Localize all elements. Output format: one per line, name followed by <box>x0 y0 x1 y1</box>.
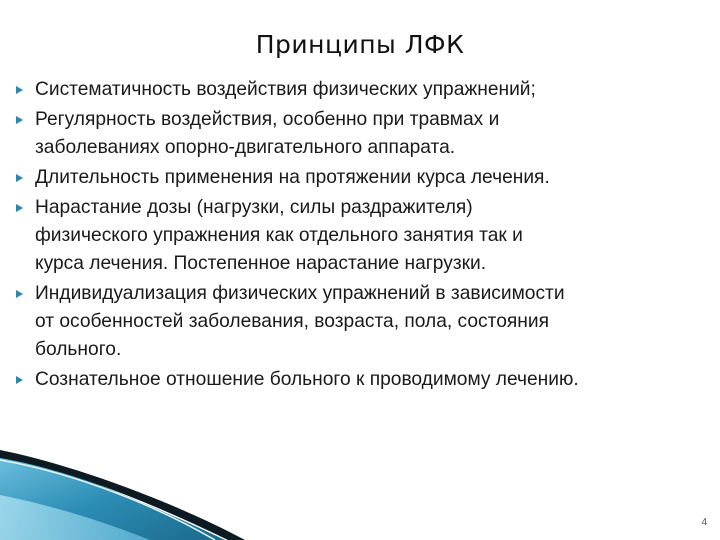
bullet-arrow-icon <box>16 174 23 182</box>
page-number: 4 <box>701 517 707 528</box>
list-item <box>14 194 714 278</box>
bullet-text: Длительность применения на протяжении курса лечения. <box>35 167 550 188</box>
bullet-arrow-icon <box>16 290 23 298</box>
list-item <box>14 164 714 192</box>
decorative-swoosh <box>0 440 300 540</box>
list-item <box>14 106 714 162</box>
list-item <box>14 76 714 104</box>
bullet-text: Систематичность воздействия физических упражнений; <box>35 79 536 100</box>
bullet-arrow-icon <box>16 204 23 212</box>
slide-title: Принципы ЛФК <box>255 30 465 59</box>
bullet-text: Нарастание дозы (нагрузки, силы раздражителя) физического упражнения как отдельного занятия так и курса лечения. Постепенное нарастание нагрузки. <box>35 197 523 274</box>
bullet-arrow-icon <box>16 86 23 94</box>
bullet-list <box>14 76 714 396</box>
bullet-text: Регулярность воздействия, особенно при травмах и заболеваниях опорно-двигательного аппарата. <box>35 109 500 158</box>
bullet-arrow-icon <box>16 116 23 124</box>
bullet-text: Сознательное отношение больного к проводимому лечению. <box>35 369 579 390</box>
bullet-arrow-icon <box>16 376 23 384</box>
list-item <box>14 366 714 394</box>
list-item <box>14 280 714 364</box>
bullet-text: Индивидуализация физических упражнений в зависимости от особенностей заболевания, возраста, пола, состояния больного. <box>35 283 565 360</box>
